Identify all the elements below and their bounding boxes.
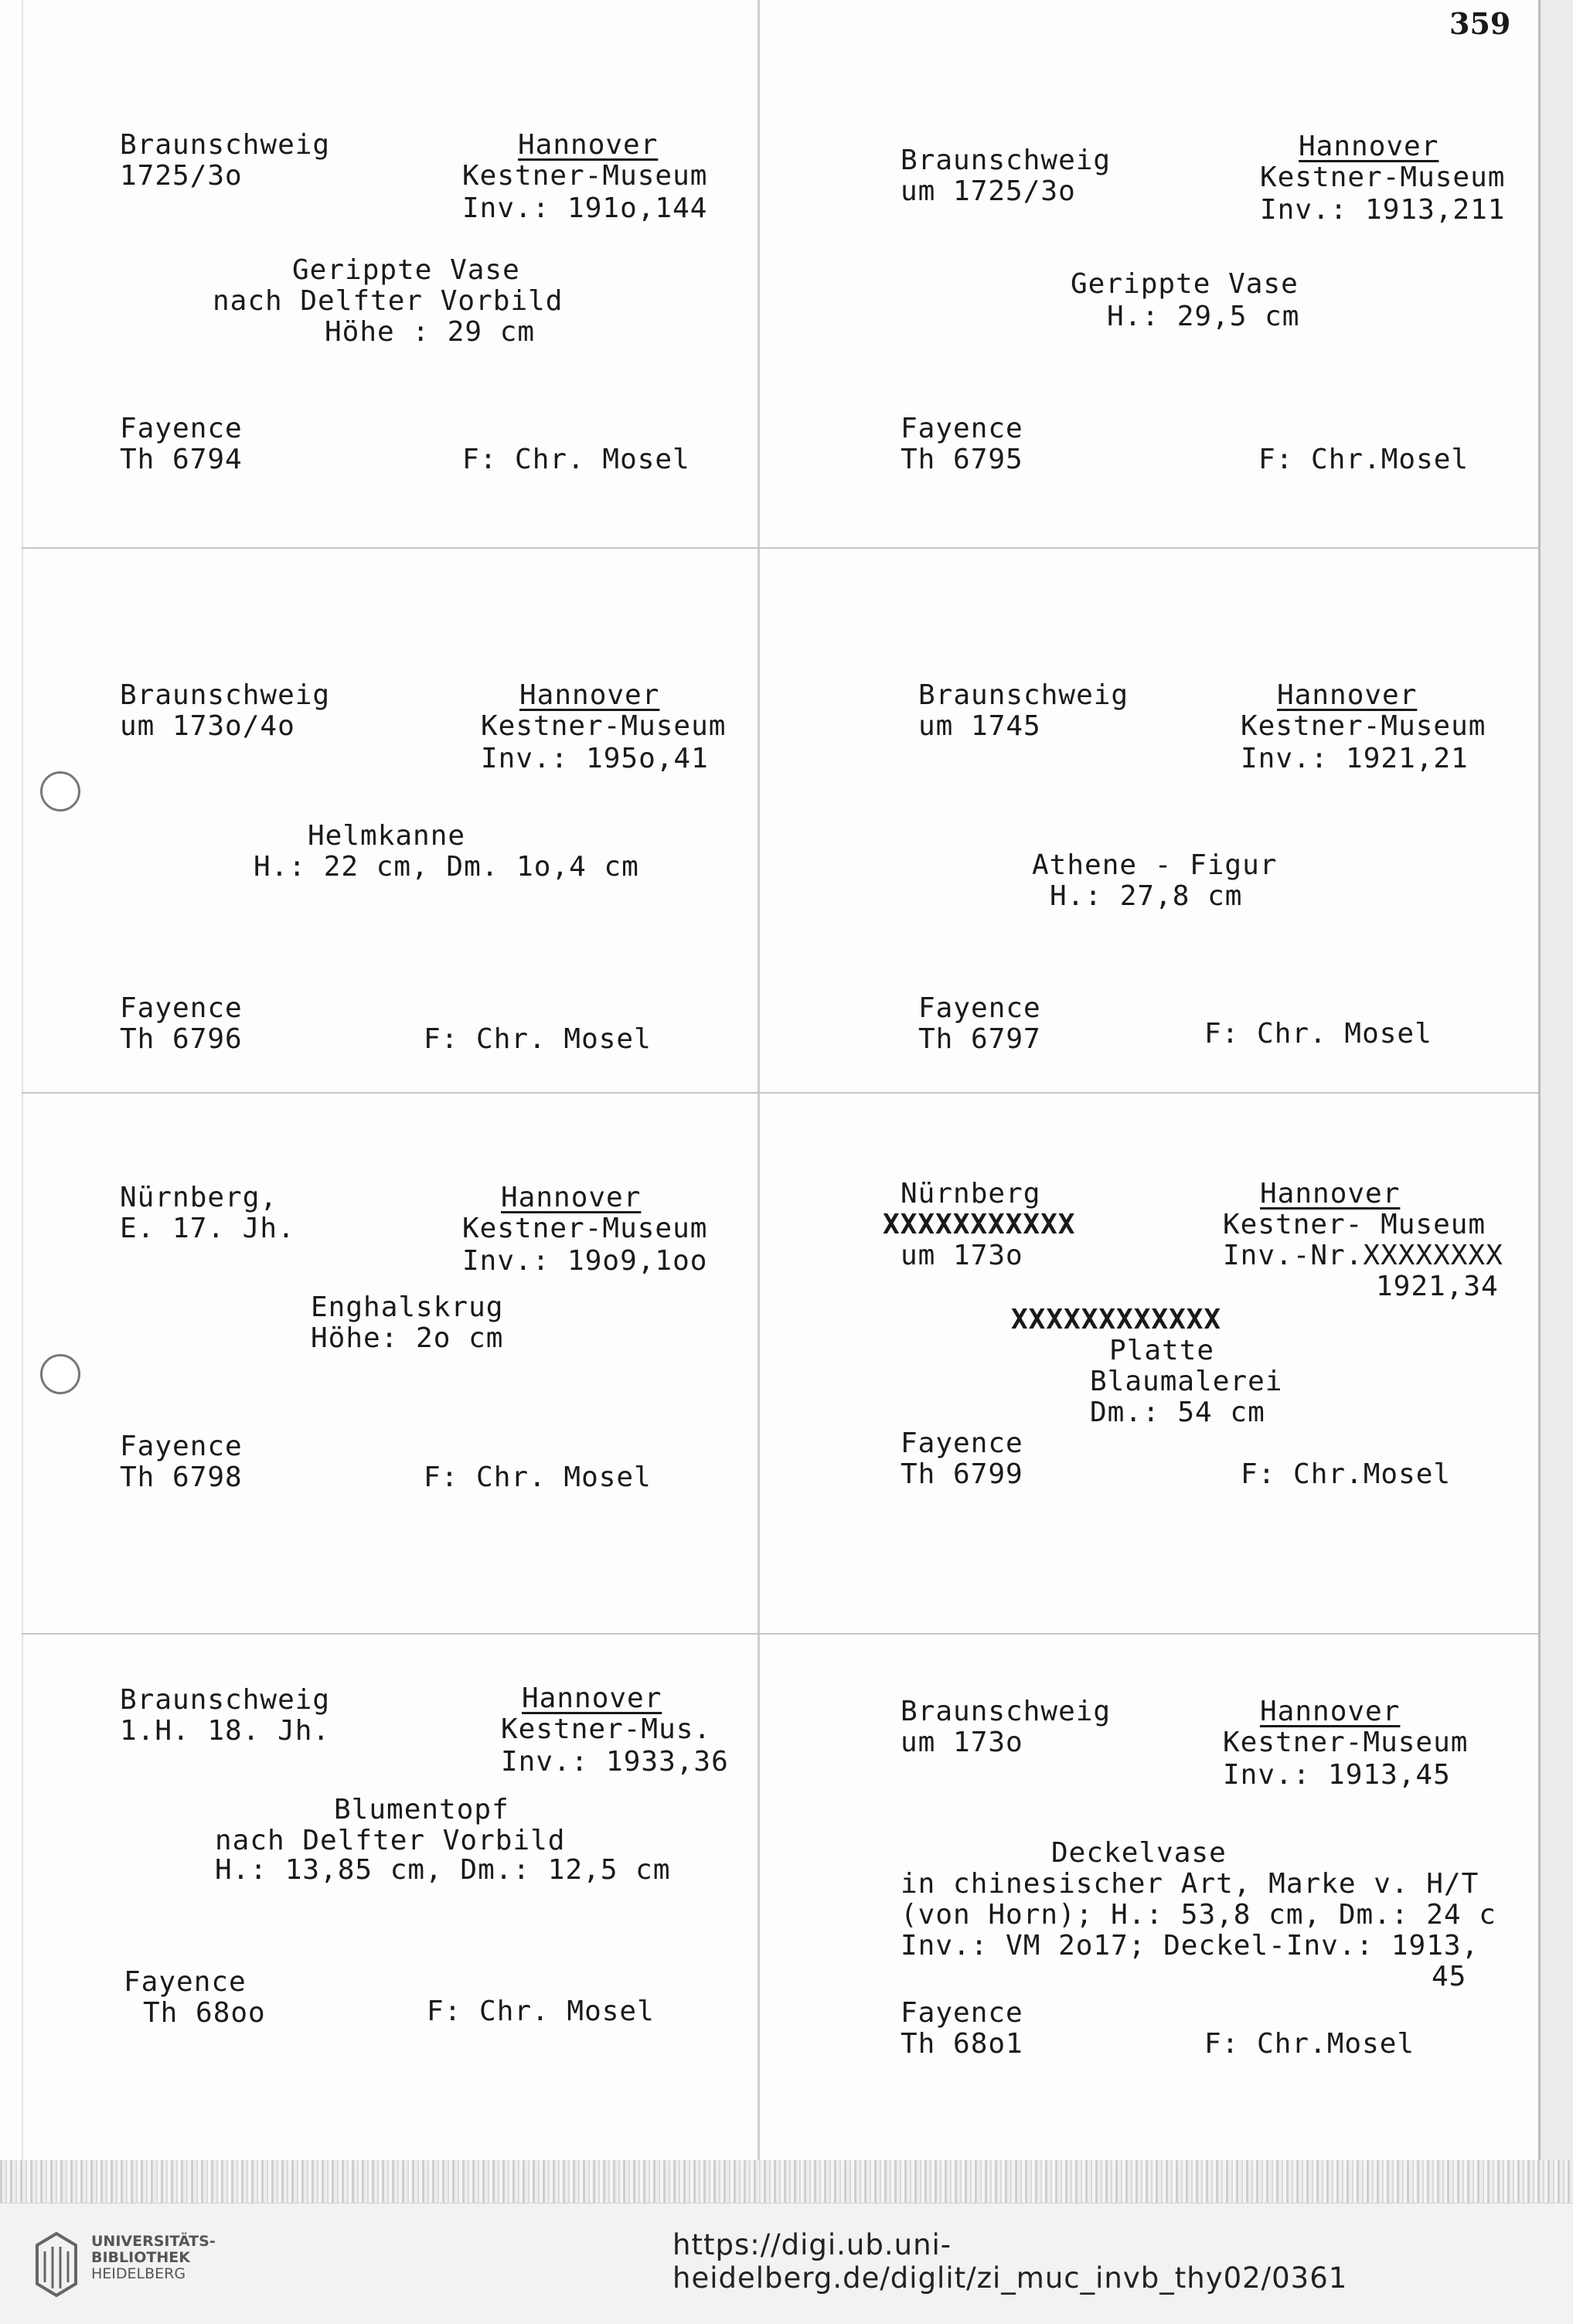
card-description: Athene - Figur: [1032, 849, 1278, 881]
card-date: 1.H. 18. Jh.: [120, 1715, 331, 1747]
card-description: nach Delfter Vorbild: [215, 1825, 566, 1856]
punch-hole: [40, 771, 80, 812]
card-dimensions: H.: 22 cm, Dm. 1o,4 cm: [254, 851, 639, 883]
card-city: Hannover: [1260, 1696, 1401, 1727]
card-material: Fayence: [918, 992, 1041, 1024]
card-place: Braunschweig: [901, 145, 1112, 176]
card-inventory: Inv.: 195o,41: [481, 743, 709, 774]
card-photographer: F: Chr. Mosel: [424, 1461, 652, 1493]
card-museum: Kestner- Museum: [1223, 1209, 1486, 1240]
card-museum: Kestner-Museum: [462, 1213, 708, 1244]
card-inventory-note: 45: [1432, 1961, 1467, 1992]
card-inventory: Inv.: 1913,211: [1260, 194, 1506, 226]
card-material: Fayence: [901, 1427, 1023, 1459]
card-photographer: F: Chr. Mosel: [424, 1023, 652, 1055]
card-city: Hannover: [522, 1683, 662, 1714]
card-place: Braunschweig: [918, 679, 1129, 711]
card-place: Braunschweig: [120, 129, 331, 161]
card-date: um 173o/4o: [120, 710, 295, 742]
card-city: Hannover: [519, 679, 660, 711]
card-dimensions: Höhe: 2o cm: [311, 1322, 504, 1354]
card-date: um 173o: [901, 1240, 1023, 1271]
card-description: Gerippte Vase: [1071, 268, 1299, 300]
card-material: Fayence: [120, 413, 243, 444]
card-photographer: F: Chr. Mosel: [1204, 1018, 1432, 1050]
card-th-number: Th 6799: [901, 1458, 1023, 1490]
card-description: Blumentopf: [334, 1794, 509, 1826]
card-description: Platte: [1109, 1335, 1215, 1366]
card-material: Fayence: [124, 1966, 247, 1998]
card-th-number: Th 68o1: [901, 2028, 1023, 2060]
card-date: um 173o: [901, 1727, 1023, 1758]
card-row-divider: [22, 547, 1541, 549]
card-place: Braunschweig: [901, 1696, 1112, 1727]
card-description: Blaumalerei: [1090, 1366, 1283, 1397]
card-city: Hannover: [1277, 679, 1418, 711]
card-museum: Kestner-Museum: [481, 710, 727, 742]
card-inventory: Inv.: 1933,36: [501, 1746, 729, 1778]
card-material: Fayence: [901, 1997, 1023, 2029]
card-city: Hannover: [501, 1182, 642, 1213]
card-row-divider: [22, 1633, 1541, 1635]
struck-text: XXXXXXXXXXX: [883, 1209, 1076, 1240]
card-place: Nürnberg,: [120, 1182, 278, 1213]
card-description: Gerippte Vase: [292, 254, 520, 286]
card-date: 1725/3o: [120, 160, 243, 192]
card-material: Fayence: [901, 413, 1023, 444]
library-name-line: UNIVERSITÄTS-: [91, 2233, 216, 2250]
card-city: Hannover: [1299, 131, 1439, 162]
card-description: Enghalskrug: [311, 1291, 504, 1323]
card-material: Fayence: [120, 1431, 243, 1462]
card-place: Nürnberg: [901, 1178, 1041, 1210]
card-left-edge: [22, 0, 23, 2164]
card-place: Braunschweig: [120, 679, 331, 711]
library-name: [91, 2234, 216, 2282]
card-th-number: Th 68oo: [143, 1997, 266, 2029]
card-dimensions: Höhe : 29 cm: [325, 316, 536, 348]
card-description: Helmkanne: [308, 820, 466, 852]
card-dimensions: H.: 13,85 cm, Dm.: 12,5 cm: [215, 1854, 671, 1886]
card-row-divider: [22, 1092, 1541, 1094]
page-number: 359: [1449, 6, 1511, 41]
card-th-number: Th 6795: [901, 444, 1023, 475]
punch-hole: [40, 1354, 80, 1394]
card-inventory: Inv.: 191o,144: [462, 192, 708, 224]
card-inventory-note: Inv.: VM 2o17; Deckel-Inv.: 1913,: [901, 1930, 1479, 1962]
card-photographer: F: Chr.Mosel: [1204, 2028, 1415, 2060]
card-material: Fayence: [120, 992, 243, 1024]
permalink-url[interactable]: https://digi.ub.uni-heidelberg.de/diglit/zi_muc_invb_thy02/0361: [672, 2228, 1348, 2295]
card-dimensions: (von Horn); H.: 53,8 cm, Dm.: 24 c: [901, 1899, 1496, 1931]
card-date: E. 17. Jh.: [120, 1213, 295, 1244]
card-inventory: Inv.-Nr.XXXXXXXX: [1223, 1240, 1503, 1271]
card-inventory: Inv.: 19o9,1oo: [462, 1245, 708, 1277]
card-museum: Kestner-Museum: [1260, 162, 1506, 193]
library-name-line: HEIDELBERG: [91, 2265, 186, 2282]
card-description: Deckelvase: [1051, 1837, 1227, 1869]
card-date: um 1745: [918, 710, 1041, 742]
card-photographer: F: Chr.Mosel: [1241, 1458, 1452, 1490]
card-photographer: F: Chr. Mosel: [427, 1996, 655, 2027]
card-museum: Kestner-Museum: [462, 160, 708, 192]
card-inventory: Inv.: 1921,21: [1241, 743, 1469, 774]
card-th-number: Th 6798: [120, 1461, 243, 1493]
card-description: in chinesischer Art, Marke v. H/T: [901, 1868, 1479, 1900]
struck-text: XXXXXXXXXXXX: [1011, 1304, 1222, 1336]
card-date: um 1725/3o: [901, 175, 1076, 207]
library-logo-icon[interactable]: [29, 2222, 83, 2299]
card-dimensions: H.: 27,8 cm: [1050, 880, 1243, 912]
page-edge-shadow: [1538, 0, 1573, 2203]
card-dimensions: H.: 29,5 cm: [1107, 301, 1300, 332]
card-inventory-number: 1921,34: [1376, 1271, 1499, 1302]
card-dimensions: Dm.: 54 cm: [1090, 1397, 1265, 1428]
card-museum: Kestner-Mus.: [501, 1713, 712, 1745]
card-inventory: Inv.: 1913,45: [1223, 1759, 1451, 1791]
card-th-number: Th 6797: [918, 1023, 1041, 1055]
card-museum: Kestner-Museum: [1223, 1727, 1469, 1758]
card-th-number: Th 6794: [120, 444, 243, 475]
card-photographer: F: Chr.Mosel: [1258, 444, 1469, 475]
card-city: Hannover: [518, 129, 659, 161]
library-name-line: BIBLIOTHEK: [91, 2249, 190, 2266]
card-museum: Kestner-Museum: [1241, 710, 1486, 742]
card-column-divider: [758, 0, 760, 2164]
card-place: Braunschweig: [120, 1684, 331, 1716]
page-bottom-edge: [0, 2160, 1573, 2203]
card-photographer: F: Chr. Mosel: [462, 444, 690, 475]
card-description: nach Delfter Vorbild: [213, 285, 563, 317]
card-city: Hannover: [1260, 1178, 1401, 1210]
card-th-number: Th 6796: [120, 1023, 243, 1055]
